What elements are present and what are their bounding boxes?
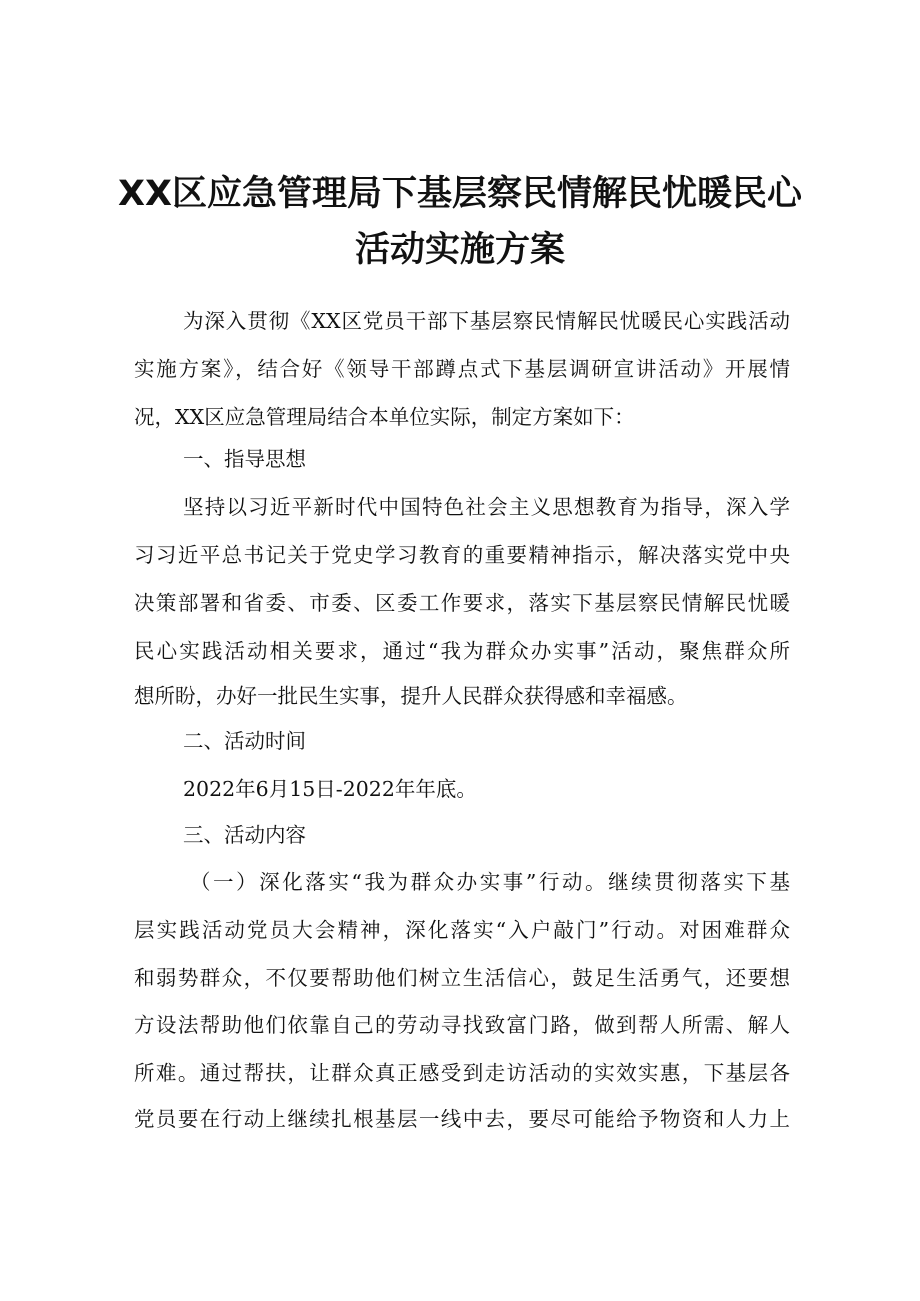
section-heading: 三、活动内容 [183,823,306,847]
paragraph-line: 党员要在行动上继续扎根基层一线中去，要尽可能给予物资和人力上 [134,1107,790,1131]
paragraph-line: 和弱势群众，不仅要帮助他们树立生活信心，鼓足生活勇气，还要想 [134,966,790,990]
section-heading: 二、活动时间 [183,729,306,753]
paragraph-line: 层实践活动党员大会精神，深化落实“入户敲门”行动。对困难群众 [134,918,790,942]
paragraph-line: 习习近平总书记关于党史学习教育的重要精神指示，解决落实党中央 [134,543,790,567]
paragraph-line: 民心实践活动相关要求，通过“我为群众办实事”活动，聚焦群众所 [134,639,790,663]
paragraph-line: 想所盼，办好一批民生实事，提升人民群众获得感和幸福感。 [134,684,688,708]
paragraph-line: 2022年6月15日-2022年年底。 [183,777,477,801]
paragraph-line: 况，XX区应急管理局结合本单位实际，制定方案如下： [134,405,635,429]
document-title-line-1: XX区应急管理局下基层察民情解民忧暖民心 [118,174,802,214]
paragraph-line: 决策部署和省委、市委、区委工作要求，落实下基层察民情解民忧暖 [134,591,790,615]
paragraph-line: 为深入贯彻《XX区党员干部下基层察民情解民忧暖民心实践活动 [183,309,790,333]
section-heading: 一、指导思想 [183,447,306,471]
paragraph-line: 实施方案》，结合好《领导干部蹲点式下基层调研宣讲活动》开展情 [134,357,790,381]
paragraph-line: 方设法帮助他们依靠自己的劳动寻找致富门路，做到帮人所需、解人 [134,1013,790,1037]
paragraph-line: （一）深化落实“我为群众办实事”行动。继续贯彻落实下基 [190,870,790,894]
paragraph-line: 所难。通过帮扶，让群众真正感受到走访活动的实效实惠，下基层各 [134,1061,790,1085]
document-title-line-2: 活动实施方案 [354,230,565,270]
paragraph-line: 坚持以习近平新时代中国特色社会主义思想教育为指导，深入学 [183,495,790,519]
